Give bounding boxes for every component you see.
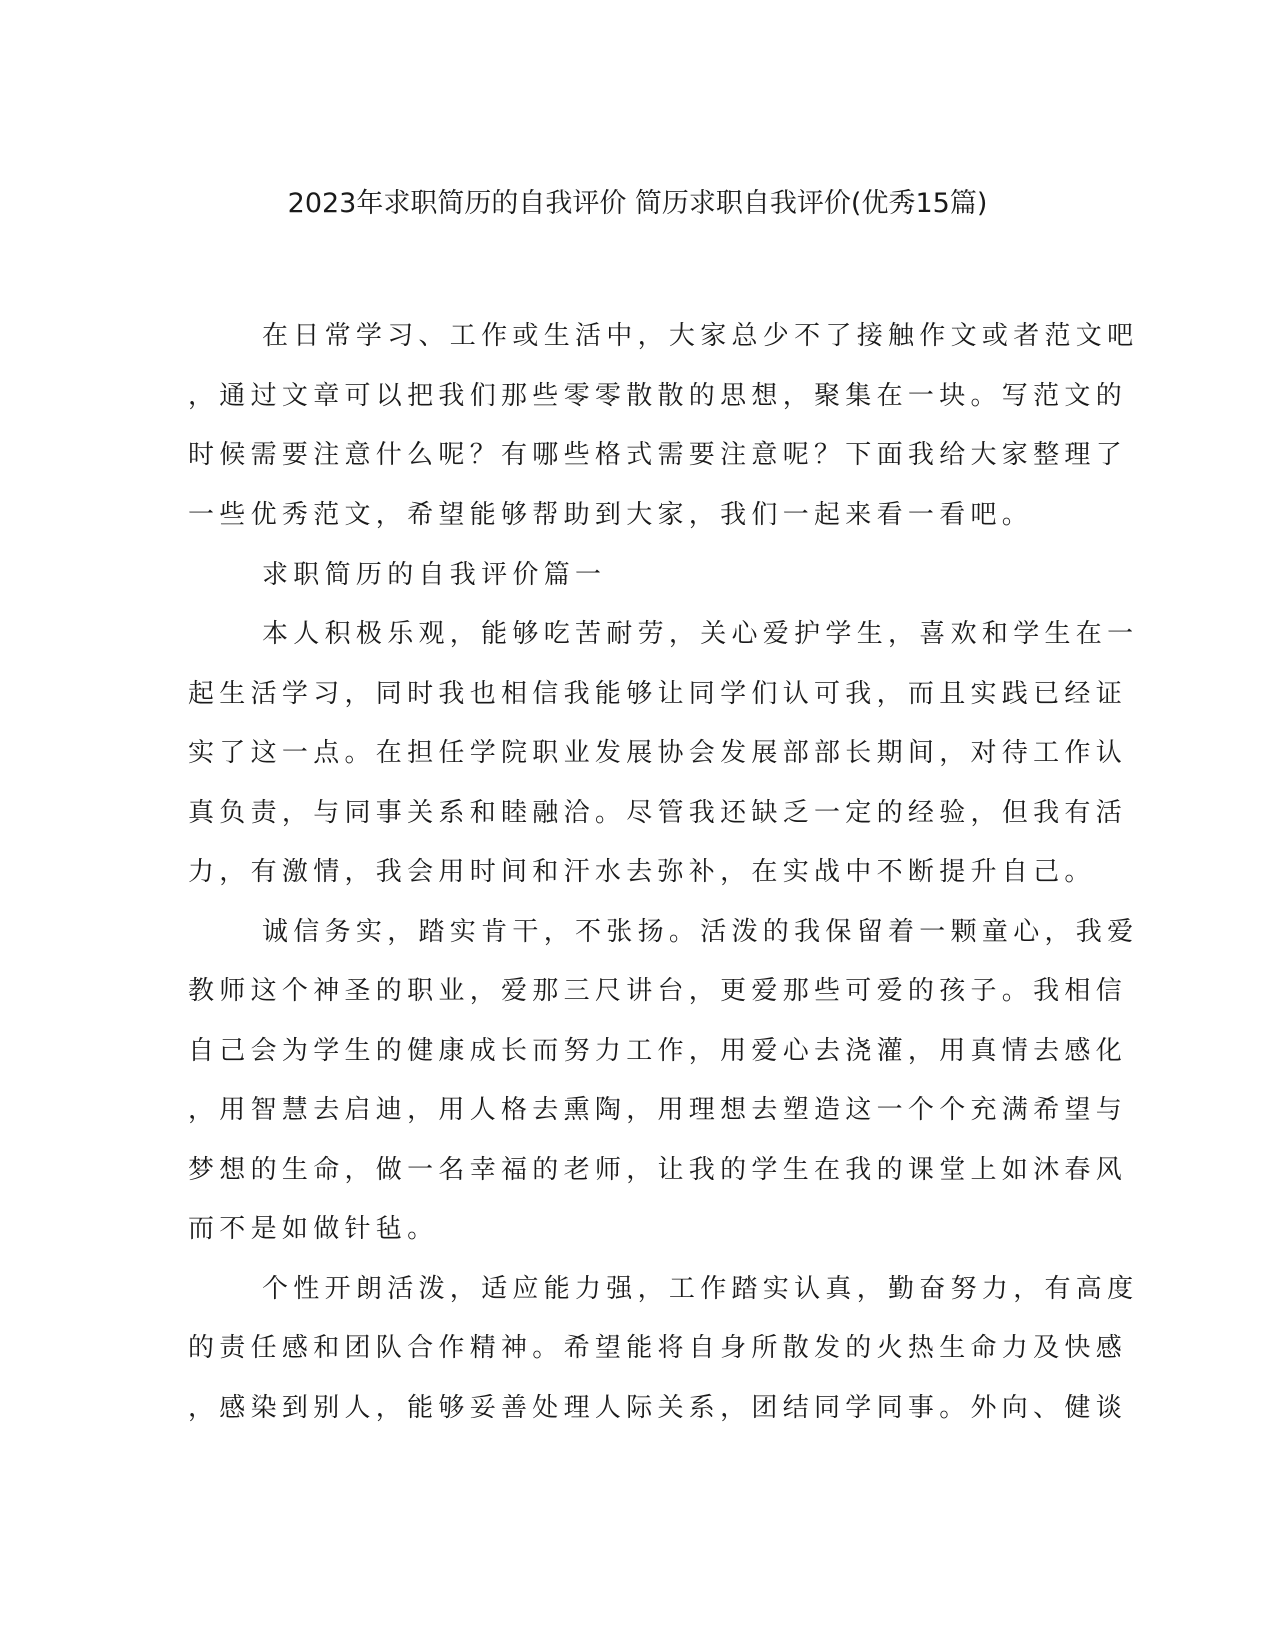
paragraph-line: 个性开朗活泼，适应能力强，工作踏实认真，勤奋努力，有高度 bbox=[262, 1274, 1139, 1304]
paragraph-line: 力，有激情，我会用时间和汗水去弥补，在实战中不断提升自己。 bbox=[188, 857, 1096, 887]
paragraph-line: 本人积极乐观，能够吃苦耐劳，关心爱护学生，喜欢和学生在一 bbox=[262, 619, 1139, 649]
paragraph-line: 真负责，与同事关系和睦融洽。尽管我还缺乏一定的经验，但我有活 bbox=[188, 798, 1128, 828]
paragraph-line: ，用智慧去启迪，用人格去熏陶，用理想去塑造这一个个充满希望与 bbox=[188, 1095, 1128, 1125]
paragraph-line: 而不是如做针毡。 bbox=[188, 1214, 439, 1244]
document-title: 2023年求职简历的自我评价 简历求职自我评价(优秀15篇) bbox=[287, 188, 988, 219]
paragraph-line: 教师这个神圣的职业，爱那三尺讲台，更爱那些可爱的孩子。我相信 bbox=[188, 976, 1128, 1006]
paragraph-line: 时候需要注意什么呢？有哪些格式需要注意呢？下面我给大家整理了 bbox=[188, 440, 1128, 470]
paragraph-line: 梦想的生命，做一名幸福的老师，让我的学生在我的课堂上如沐春风 bbox=[188, 1155, 1128, 1185]
section-heading: 求职简历的自我评价篇一 bbox=[262, 560, 607, 590]
paragraph-line: 一些优秀范文，希望能够帮助到大家，我们一起来看一看吧。 bbox=[188, 500, 1034, 530]
paragraph-line: 的责任感和团队合作精神。希望能将自身所散发的火热生命力及快感 bbox=[188, 1333, 1128, 1363]
paragraph-line: 诚信务实，踏实肯干，不张扬。活泼的我保留着一颗童心，我爱 bbox=[262, 917, 1139, 947]
paragraph-line: 起生活学习，同时我也相信我能够让同学们认可我，而且实践已经证 bbox=[188, 679, 1128, 709]
paragraph-line: 实了这一点。在担任学院职业发展协会发展部部长期间，对待工作认 bbox=[188, 738, 1128, 768]
paragraph-line: ，通过文章可以把我们那些零零散散的思想，聚集在一块。写范文的 bbox=[188, 381, 1128, 411]
paragraph-line: 在日常学习、工作或生活中，大家总少不了接触作文或者范文吧 bbox=[262, 321, 1139, 351]
paragraph-line: 自己会为学生的健康成长而努力工作，用爱心去浇灌，用真情去感化 bbox=[188, 1036, 1128, 1066]
paragraph-line: ，感染到别人，能够妥善处理人际关系，团结同学同事。外向、健谈 bbox=[188, 1393, 1128, 1423]
